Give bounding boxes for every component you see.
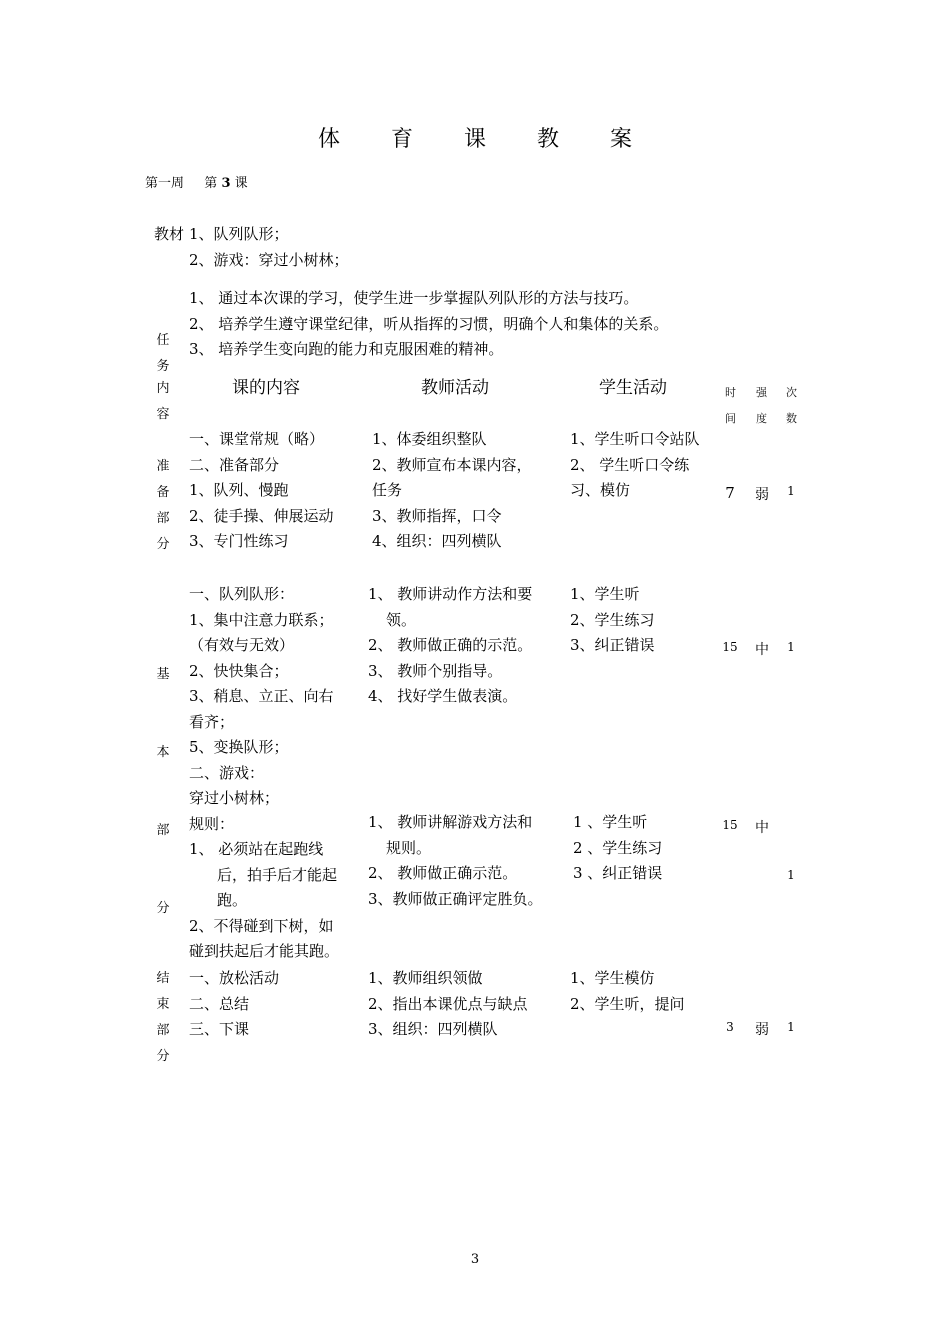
prep-intensity: 弱: [755, 487, 769, 503]
header-time: 时间: [725, 386, 736, 425]
basic-content-line: 2、不得碰到下树，如: [189, 916, 334, 935]
end-time: 3: [726, 1020, 734, 1034]
prep-content-line: 1、队列、慢跑: [189, 481, 289, 499]
end-student: [570, 966, 685, 1017]
basic-content-line: 后，拍手后才能起: [217, 865, 338, 884]
materials-label: 教材: [154, 225, 185, 243]
basic-teacher-line: 4、 找好学生做表演。: [368, 687, 518, 705]
page-number: 3: [470, 1252, 480, 1267]
prep-student-line: 1、学生听口令站队: [570, 430, 700, 448]
basic-content-line: 3、稍息、立正、向右: [189, 687, 334, 705]
task-line: 1、 通过本次课的学习，使学生进一步掌握队列队形的方法与技巧。: [189, 289, 639, 307]
page-title: 体 育 课 教 案: [318, 127, 654, 152]
basic-teacher-line: 2、 教师做正确示范。: [368, 864, 518, 882]
basic-student-1: [570, 582, 655, 659]
basic-teacher-line: 1、 教师讲解游戏方法和: [368, 813, 533, 831]
materials-line: 2、游戏：穿过小树林；: [189, 250, 349, 269]
basic-student-line: 1、学生听: [570, 585, 640, 603]
basic-time-1: 15: [722, 640, 738, 654]
basic-teacher-line: 领。: [386, 610, 417, 629]
end-content-line: 一、放松活动: [189, 969, 280, 987]
basic-teacher-line: 1、 教师讲动作方法和要: [368, 585, 533, 603]
end-label: 结束部分: [156, 971, 170, 1064]
end-teacher-line: 1、教师组织领做: [368, 969, 483, 987]
basic-teacher-line: 2、 教师做正确的示范。: [368, 636, 533, 654]
basic-label: 基本部分: [156, 667, 170, 916]
end-student-line: 2、学生听，提问: [570, 994, 685, 1013]
header-section-label: 内容: [156, 381, 170, 422]
end-content: [189, 966, 279, 1043]
lesson-number: 3: [221, 176, 231, 191]
basic-student-2: [573, 810, 662, 887]
end-count: 1: [787, 1020, 795, 1034]
tasks-label: 任务: [156, 333, 170, 374]
basic-time-2: 15: [722, 818, 738, 832]
prep-teacher-line: 1、体委组织整队: [372, 430, 487, 448]
end-student-line: 1、学生模仿: [570, 969, 655, 987]
header-content: 课的内容: [232, 378, 300, 398]
basic-teacher-2: [368, 810, 543, 912]
end-content-line: 三、下课: [189, 1020, 250, 1038]
lesson-prefix: 第: [204, 176, 218, 191]
prep-content-line: 二、准备部分: [189, 455, 280, 474]
basic-content-line: 看齐；: [189, 712, 235, 731]
basic-content-line: 跑。: [217, 891, 248, 909]
materials-line: 1、队列队形；: [189, 225, 289, 243]
basic-content-line: （有效与无效）: [189, 636, 295, 654]
prep-teacher-line: 任务: [372, 481, 403, 499]
tasks-list: [189, 286, 668, 363]
end-content-line: 二、总结: [189, 994, 250, 1013]
prep-content-line: 3、专门性练习: [189, 532, 289, 550]
end-teacher-line: 2、指出本课优点与缺点: [368, 994, 528, 1013]
header-intensity: 强度: [756, 386, 767, 425]
basic-student-line: 3 、纠正错误: [573, 864, 663, 882]
header-teacher: 教师活动: [421, 378, 489, 398]
basic-content-line: 规则：: [189, 814, 235, 833]
lesson-suffix: 课: [234, 176, 248, 191]
week-label: 第一周: [145, 176, 185, 191]
basic-student-line: 2、学生练习: [570, 610, 655, 629]
basic-content-line: 二、游戏：: [189, 763, 265, 782]
end-teacher: [368, 966, 528, 1043]
basic-content-line: 1、 必须站在起跑线: [189, 840, 324, 858]
prep-content-line: 一、课堂常规（略）: [189, 430, 325, 448]
materials-list: [189, 222, 349, 273]
prep-student-line: 2、 学生听口令练: [570, 455, 690, 474]
basic-content-line: 穿过小树林；: [189, 789, 280, 807]
basic-teacher-line: 规则。: [386, 838, 432, 857]
prep-content: [189, 427, 334, 555]
prep-teacher: [372, 427, 532, 555]
basic-teacher-line: 3、 教师个别指导。: [368, 661, 503, 680]
task-line: 3、 培养学生变向跑的能力和克服困难的精神。: [189, 340, 504, 358]
basic-content-line: 2、快快集合；: [189, 661, 289, 680]
basic-intensity-1: 中: [755, 642, 769, 658]
basic-content-line: 碰到扶起后才能其跑。: [189, 942, 340, 960]
basic-content: [189, 582, 339, 965]
prep-time: 7: [725, 484, 735, 502]
header-count: 次数: [786, 386, 797, 425]
basic-student-line: 2 、学生练习: [573, 838, 663, 857]
lesson-meta: [145, 172, 248, 191]
basic-count-2: 1: [787, 868, 795, 882]
basic-student-line: 1 、学生听: [573, 813, 648, 831]
basic-content-line: 1、集中注意力联系；: [189, 610, 334, 629]
prep-count: 1: [787, 484, 795, 498]
prep-student: [570, 427, 700, 504]
task-line: 2、 培养学生遵守课堂纪律，听从指挥的习惯，明确个人和集体的关系。: [189, 314, 669, 333]
basic-content-line: 一、队列队形：: [189, 585, 295, 603]
header-student: 学生活动: [599, 378, 667, 398]
basic-teacher-1: [368, 582, 532, 710]
basic-student-line: 3、纠正错误: [570, 636, 655, 654]
basic-count-1: 1: [787, 640, 795, 654]
end-intensity: 弱: [755, 1022, 769, 1038]
end-teacher-line: 3、组织：四列横队: [368, 1020, 498, 1038]
prep-teacher-line: 2、教师宣布本课内容，: [372, 455, 532, 474]
basic-content-line: 5、变换队形；: [189, 738, 289, 756]
prep-teacher-line: 4、组织：四列横队: [372, 532, 502, 550]
prep-teacher-line: 3、教师指挥，口令: [372, 506, 502, 525]
prep-content-line: 2、徒手操、伸展运动: [189, 506, 334, 525]
prep-student-line: 习、模仿: [570, 481, 631, 499]
basic-intensity-2: 中: [755, 820, 769, 836]
basic-teacher-line: 3、教师做正确评定胜负。: [368, 889, 543, 908]
prep-label: 准备部分: [156, 459, 170, 552]
